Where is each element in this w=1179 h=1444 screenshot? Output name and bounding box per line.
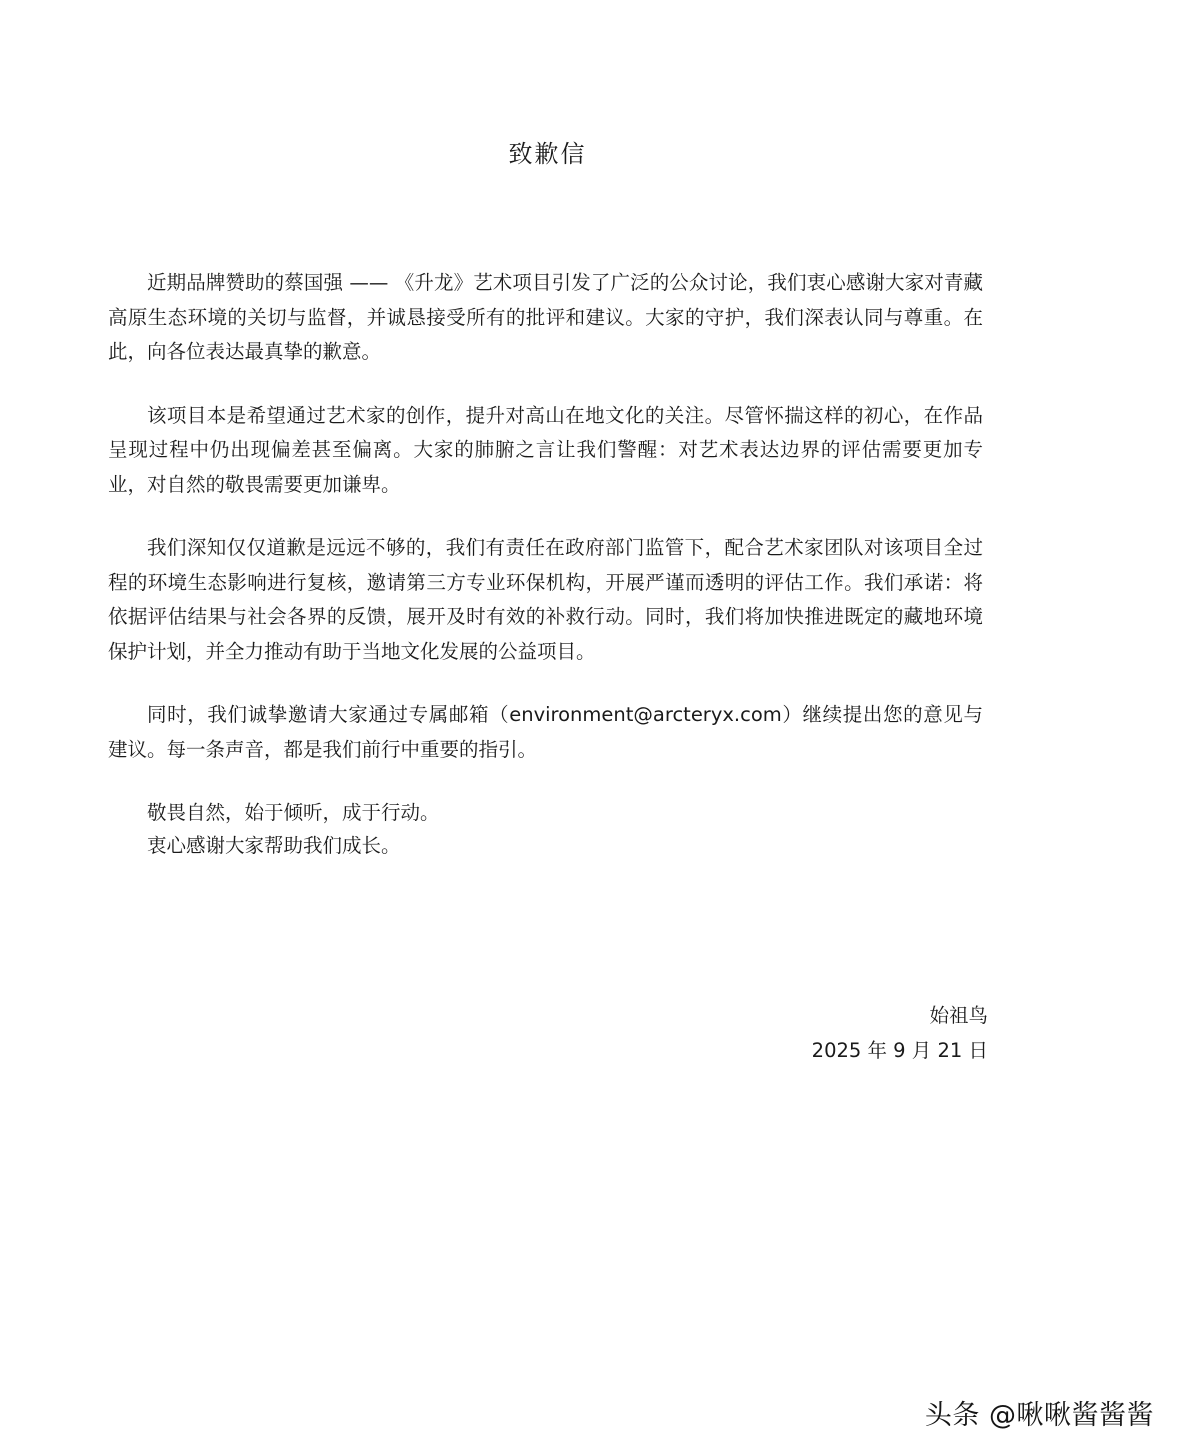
closing-line-1: 敬畏自然，始于倾听，成于行动。	[147, 801, 440, 824]
paragraph-2: 该项目本是希望通过艺术家的创作，提升对高山在地文化的关注。尽管怀揣这样的初心，在作品呈现过程中仍出现偏差甚至偏离。大家的肺腑之言让我们警醒：对艺术表达边界的评估需要更加专业，对自然的敬畏需要更加谦卑。	[108, 403, 983, 496]
letter-body	[108, 266, 983, 862]
closing-line-2: 衷心感谢大家帮助我们成长。	[147, 834, 401, 857]
signature-block	[812, 998, 988, 1068]
paragraph-4: 同时，我们诚挚邀请大家通过专属邮箱（environment@arcteryx.com）继续提出您的意见与建议。每一条声音，都是我们前行中重要的指引。	[108, 703, 983, 761]
watermark: 头条 @啾啾酱酱酱	[924, 1400, 1154, 1431]
letter-date: 2025 年 9 月 21 日	[811, 1039, 988, 1062]
signature: 始祖鸟	[929, 1004, 988, 1027]
closing-block	[108, 796, 983, 862]
letter-title: 致歉信	[508, 140, 587, 168]
paragraph-1: 近期品牌赞助的蔡国强 —— 《升龙》艺术项目引发了广泛的公众讨论，我们衷心感谢大家对青藏高原生态环境的关切与监督，并诚恳接受所有的批评和建议。大家的守护，我们深表认同与尊重。在此，向各位表达最真挚的歉意。	[108, 271, 983, 363]
paragraph-3: 我们深知仅仅道歉是远远不够的，我们有责任在政府部门监管下，配合艺术家团队对该项目全过程的环境生态影响进行复核，邀请第三方专业环保机构，开展严谨而透明的评估工作。我们承诺：将依据评估结果与社会各界的反馈，展开及时有效的补救行动。同时，我们将加快推进既定的藏地环境保护计划，并全力推动有助于当地文化发展的公益项目。	[108, 536, 983, 663]
